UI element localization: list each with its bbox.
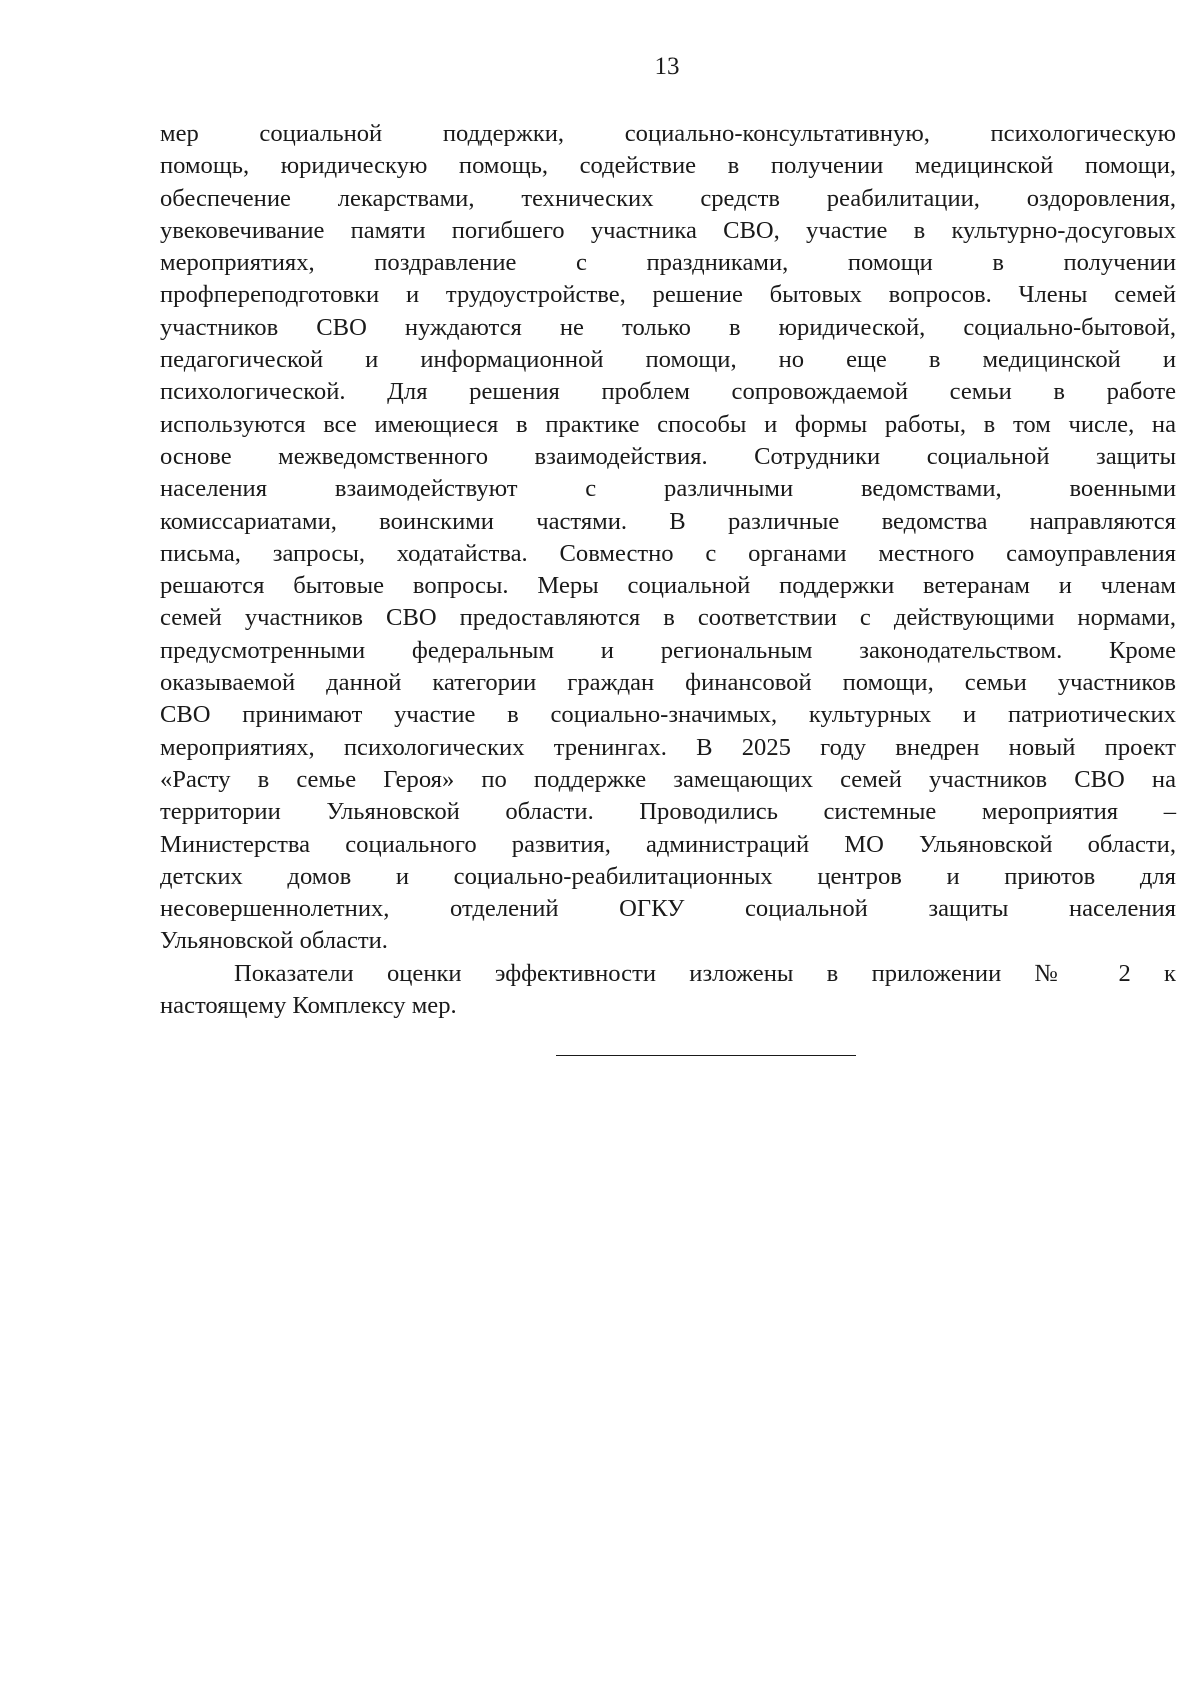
text-line: комиссариатами, воинскими частями. В различные ведомства направляются [160, 507, 1176, 535]
text-line: письма, запросы, ходатайства. Совместно с органами местного самоуправления [160, 539, 1176, 567]
text-line: Показатели оценки эффективности изложены в приложении № 2 к [234, 959, 1176, 987]
text-line: СВО принимают участие в социально-значимых, культурных и патриотических [160, 701, 1176, 729]
text-line: мер социальной поддержки, социально-консультативную, психологическую [160, 120, 1176, 147]
page-number: 13 [654, 53, 680, 80]
text-line: Министерства социального развития, администраций МО Ульяновской области, [160, 830, 1176, 858]
text-line: населения взаимодействуют с различными ведомствами, военными [160, 475, 1176, 503]
text-line: мероприятиях, психологических тренингах. В 2025 году внедрен новый проект [160, 733, 1176, 761]
text-line: обеспечение лекарствами, технических средств реабилитации, оздоровления, [160, 184, 1176, 212]
end-divider-line [556, 1055, 856, 1056]
text-line: помощь, юридическую помощь, содействие в получении медицинской помощи, [160, 152, 1176, 180]
text-line: увековечивание памяти погибшего участника СВО, участие в культурно-досуговых [160, 216, 1176, 244]
text-line: территории Ульяновской области. Проводились системные мероприятия – [160, 798, 1176, 826]
text-line: основе межведомственного взаимодействия. Сотрудники социальной защиты [160, 442, 1176, 470]
body-text [160, 118, 1176, 1022]
text-line: психологической. Для решения проблем сопровождаемой семьи в работе [160, 378, 1176, 406]
text-line: Ульяновской области. [160, 927, 388, 955]
text-line: педагогической и информационной помощи, но еще в медицинской и [160, 346, 1176, 374]
text-line: профпереподготовки и трудоустройстве, решение бытовых вопросов. Члены семей [160, 281, 1176, 309]
paragraph-main [160, 118, 1176, 958]
text-line: «Расту в семье Героя» по поддержке замещающих семей участников СВО на [160, 765, 1176, 793]
paragraph-indicators [160, 958, 1176, 1023]
text-line: детских домов и социально-реабилитационных центров и приютов для [160, 862, 1176, 890]
text-line: оказываемой данной категории граждан финансовой помощи, семьи участников [160, 669, 1176, 697]
text-line: мероприятиях, поздравление с праздниками, помощи в получении [160, 249, 1176, 277]
text-line: решаются бытовые вопросы. Меры социальной поддержки ветеранам и членам [160, 572, 1176, 600]
text-line: участников СВО нуждаются не только в юридической, социально-бытовой, [160, 313, 1176, 341]
text-line: несовершеннолетних, отделений ОГКУ социальной защиты населения [160, 895, 1176, 923]
text-line: семей участников СВО предоставляются в соответствии с действующими нормами, [160, 604, 1176, 632]
text-line: предусмотренными федеральным и региональным законодательством. Кроме [160, 636, 1176, 664]
text-line: настоящему Комплексу мер. [160, 992, 457, 1020]
text-line: используются все имеющиеся в практике способы и формы работы, в том числе, на [160, 410, 1176, 438]
